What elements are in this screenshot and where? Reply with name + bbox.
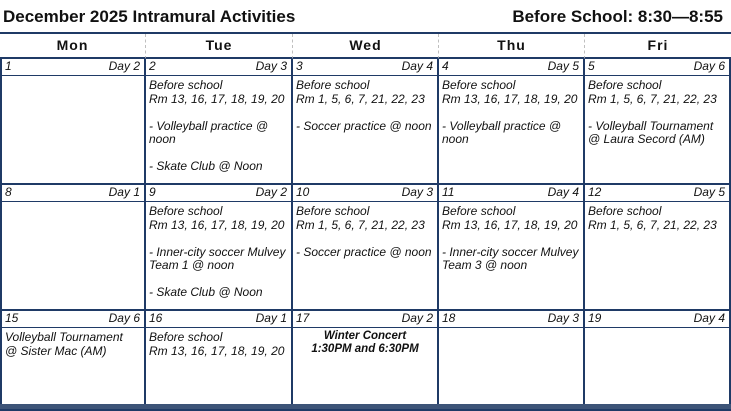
title-row	[0, 0, 731, 32]
calendar-day-cell	[146, 59, 293, 185]
date-number: 8	[5, 185, 12, 199]
activity-line: Rm 1, 5, 6, 7, 21, 22, 23	[588, 91, 717, 106]
school-day-number: Day 2	[401, 311, 433, 325]
school-day-number: Day 2	[255, 185, 287, 199]
bottom-border	[0, 404, 731, 409]
cell-body	[293, 202, 437, 259]
cell-body	[439, 202, 583, 273]
school-day-number: Day 2	[108, 59, 140, 73]
cell-header	[2, 311, 144, 328]
school-day-number: Day 5	[547, 59, 579, 73]
school-day-number: Day 6	[693, 59, 725, 73]
school-day-number: Day 3	[547, 311, 579, 325]
activity-line: Before school	[149, 204, 223, 218]
school-day-number: Day 4	[693, 311, 725, 325]
cell-header	[585, 185, 729, 202]
activity-line: Before school	[442, 78, 516, 92]
activity-line: noon	[149, 132, 176, 146]
cell-body	[439, 76, 583, 147]
activity-line: - Skate Club @ Noon	[149, 159, 263, 173]
activity-line: - Volleyball Tournament	[588, 118, 714, 133]
activity-line: Before school	[588, 204, 662, 218]
activity-line: Rm 13, 16, 17, 18, 19, 20	[149, 91, 285, 106]
activity-line: Before school	[296, 204, 370, 218]
cell-header	[293, 185, 437, 202]
event-line: 1:30PM and 6:30PM	[311, 343, 419, 355]
calendar-day-cell	[585, 185, 731, 311]
activity-line: Rm 1, 5, 6, 7, 21, 22, 23	[296, 217, 425, 232]
activity-line: Team 1 @ noon	[149, 258, 235, 272]
calendar-day-cell	[439, 59, 585, 185]
activity-line: Before school	[442, 204, 516, 218]
cell-body	[146, 328, 291, 358]
cell-header	[146, 311, 291, 328]
day-header-tue: Tue	[146, 34, 293, 59]
activity-line: Rm 13, 16, 17, 18, 19, 20	[149, 343, 285, 358]
date-number: 3	[296, 59, 303, 73]
calendar-day-cell	[439, 311, 585, 411]
activity-line: - Soccer practice @ noon	[296, 118, 432, 133]
cell-header	[146, 185, 291, 202]
cell-body	[2, 328, 144, 358]
activity-line: - Soccer practice @ noon	[296, 244, 432, 259]
calendar-day-cell	[0, 185, 146, 311]
school-day-number: Day 6	[108, 311, 140, 325]
date-number: 4	[442, 59, 449, 73]
activity-line: - Volleyball practice @	[149, 118, 269, 133]
day-header-mon: Mon	[0, 34, 146, 59]
cell-header	[2, 59, 144, 76]
event-line: Winter Concert	[323, 330, 407, 342]
activity-line: - Inner-city soccer Mulvey	[442, 244, 579, 259]
activity-line: Rm 13, 16, 17, 18, 19, 20	[442, 91, 578, 106]
activity-line: @ Sister Mac (AM)	[5, 343, 107, 358]
date-number: 19	[588, 311, 602, 325]
calendar-grid	[0, 32, 731, 409]
calendar-day-cell	[0, 59, 146, 185]
date-number: 16	[149, 311, 163, 325]
calendar-day-cell	[585, 311, 731, 411]
activity-line: Volleyball Tournament	[5, 330, 123, 344]
cell-body	[2, 202, 144, 205]
activity-line: - Skate Club @ Noon	[149, 285, 263, 299]
date-number: 5	[588, 59, 595, 73]
cell-header	[585, 311, 729, 328]
calendar-day-cell	[585, 59, 731, 185]
cell-header	[146, 59, 291, 76]
activity-line: - Inner-city soccer Mulvey	[149, 244, 286, 259]
activity-line: @ Laura Secord (AM)	[588, 132, 705, 146]
day-header-fri: Fri	[585, 34, 731, 59]
cell-header	[293, 311, 437, 328]
calendar-day-cell	[293, 311, 439, 411]
day-header-thu: Thu	[439, 34, 585, 59]
cell-body	[293, 76, 437, 133]
cell-body	[146, 202, 291, 300]
cell-body	[585, 202, 729, 232]
cell-body	[439, 328, 583, 331]
date-number: 2	[149, 59, 156, 73]
before-school-time: Before School: 8:30—8:55	[512, 7, 723, 26]
calendar-day-cell	[293, 185, 439, 311]
calendar-day-cell	[293, 59, 439, 185]
activity-line: Before school	[296, 78, 370, 92]
activity-line: Before school	[149, 330, 223, 344]
cell-body	[146, 76, 291, 174]
date-number: 17	[296, 311, 310, 325]
activity-line: noon	[442, 132, 469, 146]
school-day-number: Day 1	[108, 185, 140, 199]
activity-line: Rm 13, 16, 17, 18, 19, 20	[149, 217, 285, 232]
school-day-number: Day 5	[693, 185, 725, 199]
cell-body	[585, 76, 729, 147]
school-day-number: Day 3	[255, 59, 287, 73]
cell-header	[439, 185, 583, 202]
activity-line: Before school	[149, 78, 223, 92]
date-number: 10	[296, 185, 310, 199]
activity-line: - Volleyball practice @	[442, 118, 562, 133]
calendar-day-cell	[439, 185, 585, 311]
cell-header	[585, 59, 729, 76]
school-day-number: Day 3	[401, 185, 433, 199]
page-title: December 2025 Intramural Activities	[3, 7, 296, 26]
event-note	[293, 328, 437, 356]
activity-line: Before school	[588, 78, 662, 92]
date-number: 18	[442, 311, 456, 325]
cell-body	[585, 328, 729, 331]
date-number: 12	[588, 185, 602, 199]
activity-line: Rm 1, 5, 6, 7, 21, 22, 23	[588, 217, 717, 232]
cell-body	[2, 76, 144, 79]
date-number: 1	[5, 59, 12, 73]
calendar-day-cell	[0, 311, 146, 411]
activity-line: Rm 1, 5, 6, 7, 21, 22, 23	[296, 91, 425, 106]
cell-header	[2, 185, 144, 202]
cell-header	[293, 59, 437, 76]
calendar-day-cell	[146, 311, 293, 411]
calendar-day-cell	[146, 185, 293, 311]
school-day-number: Day 4	[401, 59, 433, 73]
date-number: 11	[442, 185, 455, 199]
date-number: 15	[5, 311, 19, 325]
activity-line: Rm 13, 16, 17, 18, 19, 20	[442, 217, 578, 232]
cell-header	[439, 311, 583, 328]
date-number: 9	[149, 185, 156, 199]
school-day-number: Day 4	[547, 185, 579, 199]
day-header-wed: Wed	[293, 34, 439, 59]
cell-header	[439, 59, 583, 76]
activity-line: Team 3 @ noon	[442, 258, 528, 272]
school-day-number: Day 1	[255, 311, 287, 325]
